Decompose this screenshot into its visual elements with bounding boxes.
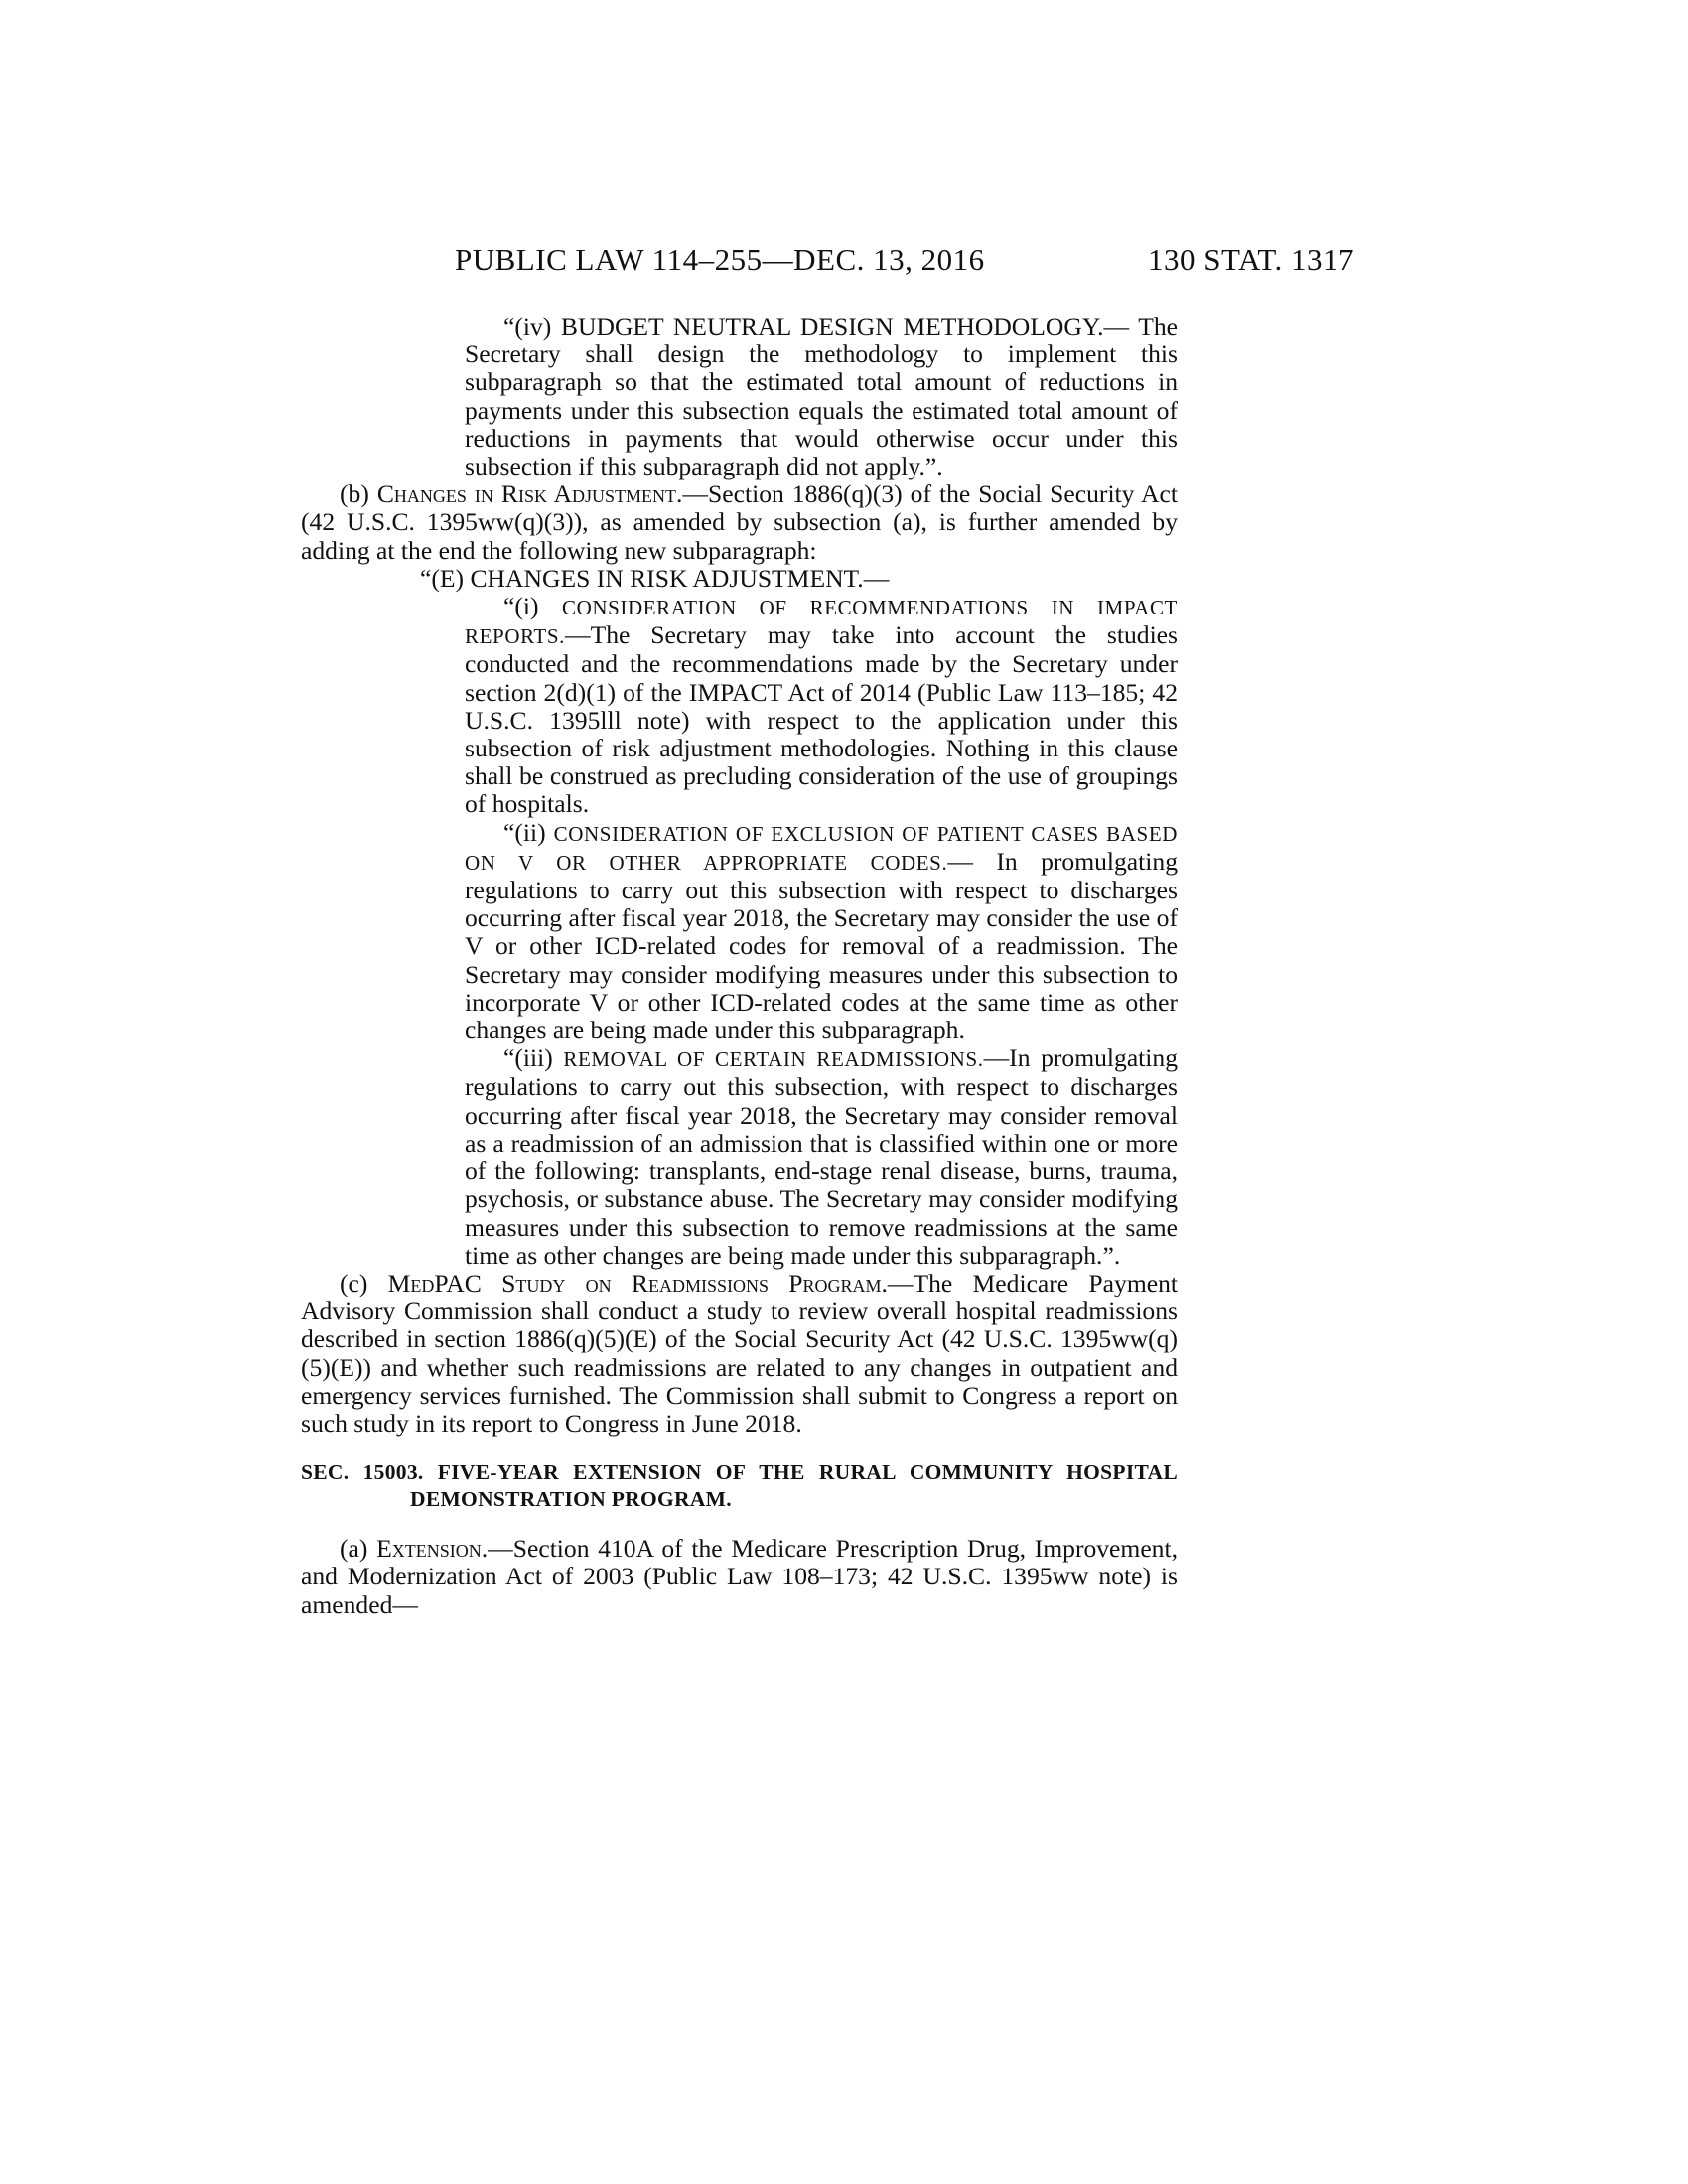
clause-heading: “(iv) BUDGET NEUTRAL DESIGN METHODOLOGY.— [503,312,1130,341]
clause-text: — In promulgating regulations to carry out this subsection with respect to discharges occurring after fiscal year 2018, the Secretary may consider the use of V or other ICD-related codes for removal of a readmission. The Secretary may consider modifying measures under this subsection to incorporate V or other ICD-related codes at the same time as other changes are being made under this subparagraph. [465,846,1178,1045]
subsection-text: —Section 1886(q)(3) of the Social Security Act (42 U.S.C. 1395ww(q)(3)), as amended by subsection (a), is further amended by adding at the end the following new subparagraph: [301,479,1178,565]
document-body [301,313,1178,1619]
clause-text: The Secretary shall design the methodology to implement this subparagraph so that the estimated total amount of reductions in payments under this subsection equals the estimated total amount of reductions in payments that would otherwise occur under this subsection if this subparagraph did not apply.”. [465,312,1178,481]
clause-i-impact-reports [301,593,1178,819]
subsection-label: (a) [340,1534,377,1564]
clause-heading: CONSIDERATION OF RECOMMENDATIONS IN IMPACT REPORTS. [465,596,1178,649]
subsection-text: —Section 410A of the Medicare Prescription Drug, Improvement, and Modernization Act of 2003 (Public Law 108–173; 42 U.S.C. 1395ww note) is amended— [301,1534,1178,1619]
clause-label: “(i) [503,592,562,621]
subsection-label: (b) [340,479,377,509]
running-header-title: PUBLIC LAW 114–255—DEC. 13, 2016 [455,242,985,277]
subparagraph-e-heading [301,565,1178,593]
clause-heading: REMOVAL OF CERTAIN READMISSIONS. [563,1047,984,1072]
subsection-b-risk-adjustment [301,480,1178,565]
clause-text: —In promulgating regulations to carry out this subsection, with respect to discharges occurring after fiscal year 2018, the Secretary may consider removal as a readmission of an admission that is classified within one or more of the following: transplants, end-stage renal disease, burns, trauma, psychosis, or substance abuse. The Secretary may consider modifying measures under this subsection to remove readmissions at the same time as other changes are being made under this subparagraph.”. [465,1043,1178,1270]
clause-iv-budget-neutral [301,313,1178,480]
subsection-label: (c) [340,1268,388,1297]
subsection-heading: Extension. [376,1534,489,1564]
clause-label: “(iii) [503,1043,564,1073]
clause-heading: CONSIDERATION OF EXCLUSION OF PATIENT CASES BASED ON V OR OTHER APPROPRIATE CODES. [465,821,1179,875]
clause-label: “(ii) [503,817,554,847]
subsection-text: —The Medicare Payment Advisory Commission shall conduct a study to review overall hospital readmissions described in section 1886(q)(5)(E) of the Social Security Act (42 U.S.C. 1395ww(q)(5)(E)) and whether such readmissions are related to any changes in outpatient and emergency services furnished. The Commission shall submit to Congress a report on such study in its report to Congress in June 2018. [301,1268,1178,1437]
clause-iii-removal-readmissions [301,1044,1178,1270]
clause-ii-exclusion-v-codes [301,819,1178,1045]
subsection-heading: Changes in Risk Adjustment. [376,479,683,509]
section-15003-heading: SEC. 15003. FIVE-YEAR EXTENSION OF THE RURAL COMMUNITY HOSPITAL DEMONSTRATION PROGRAM. [301,1460,1178,1512]
clause-text: —The Secretary may take into account the studies conducted and the recommendations made by the Secretary under section 2(d)(1) of the IMPACT Act of 2014 (Public Law 113–185; 42 U.S.C. 1395lll note) with respect to the application under this subsection of risk adjustment methodologies. Nothing in this clause shall be construed as precluding consideration of the use of groupings of hospitals. [465,620,1178,819]
subsection-heading: MedPAC Study on Readmissions Program. [387,1268,888,1297]
subsection-c-medpac-study [301,1270,1178,1437]
page-citation: 130 STAT. 1317 [1148,242,1355,277]
subsection-a-extension [301,1535,1178,1619]
subparagraph-heading: “(E) CHANGES IN RISK ADJUSTMENT.— [420,563,890,593]
